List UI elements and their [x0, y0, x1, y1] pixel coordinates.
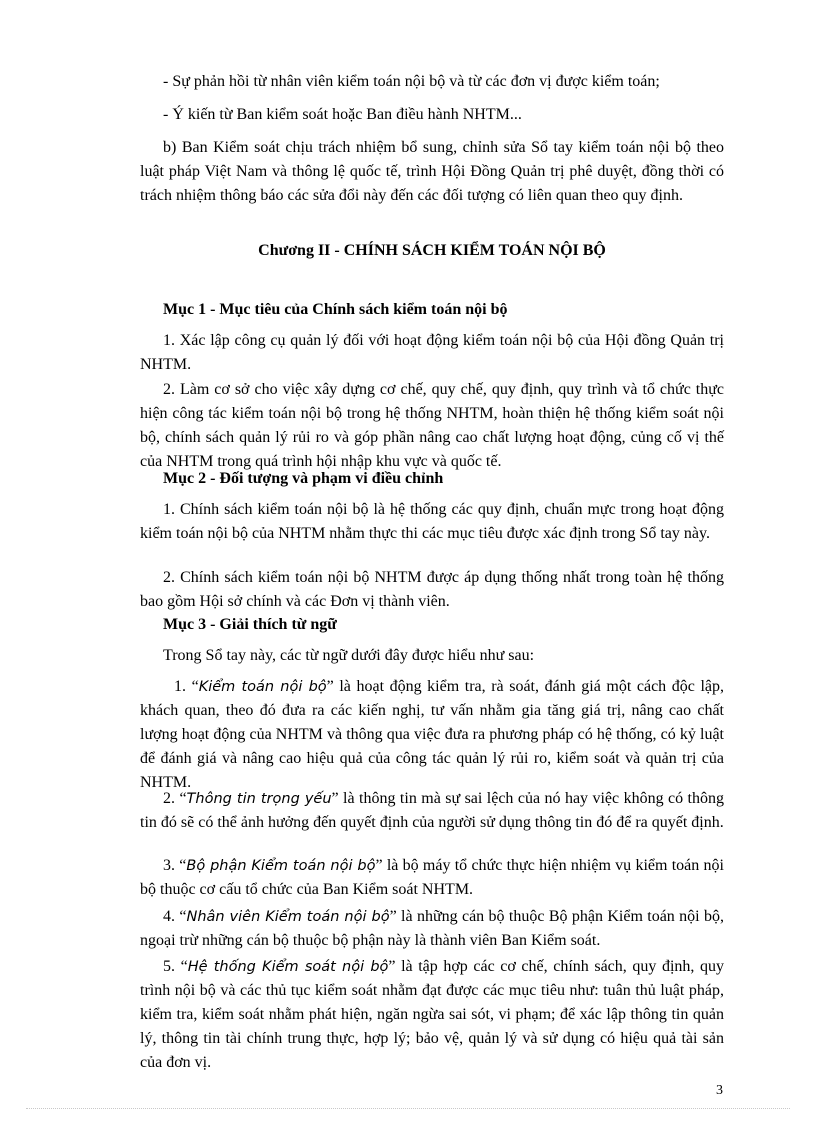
chapter-title: Chương II - CHÍNH SÁCH KIỂM TOÁN NỘI BỘ [258, 242, 606, 259]
section-2-item-2: 2. Chính sách kiểm toán nội bộ NHTM được áp dụng thống nhất trong toàn hệ thống bao gồm Hội sở chính và các Đơn vị thành viên. [140, 569, 724, 610]
section-1-item-2: 2. Làm cơ sở cho việc xây dựng cơ chế, quy chế, quy định, quy trình và tổ chức thực hiện công tác kiểm toán nội bộ trong hệ thống NHTM, hoàn thiện hệ thống kiểm soát nội bộ, chính sách quản lý rủi ro và góp phần nâng cao chất lượng hoạt động, củng cố vị thế của NHTM trong quá trình hội nhập khu vực và quốc tế. [140, 381, 724, 470]
term-internal-control-system: Hệ thống Kiểm soát nội bộ [187, 959, 389, 975]
footer-divider [26, 1108, 790, 1109]
list-item-opinion: - Ý kiến từ Ban kiểm soát hoặc Ban điều hành NHTM... [163, 106, 522, 123]
definition-4: 4. “Nhân viên Kiểm toán nội bộ” là những cán bộ thuộc Bộ phận Kiểm toán nội bộ, ngoại trừ những cán bộ thuộc bộ phận này là thành viên Ban Kiểm soát. [140, 908, 724, 949]
section-1-item-1: 1. Xác lập công cụ quản lý đối với hoạt động kiểm toán nội bộ của Hội đồng Quản trị NHTM. [140, 332, 724, 373]
definition-3: 3. “Bộ phận Kiểm toán nội bộ” là bộ máy tổ chức thực hiện nhiệm vụ kiểm toán nội bộ thuộc cơ cấu tổ chức của Ban Kiểm soát NHTM. [140, 857, 724, 898]
term-internal-audit: Kiểm toán nội bộ [198, 679, 327, 695]
section-1-heading: Mục 1 - Mục tiêu của Chính sách kiểm toán nội bộ [163, 301, 508, 318]
section-2-heading: Mục 2 - Đối tượng và phạm vi điều chỉnh [163, 470, 444, 487]
section-2-item-1: 1. Chính sách kiểm toán nội bộ là hệ thống các quy định, chuẩn mực trong hoạt động kiểm toán nội bộ của NHTM nhằm thực thi các mục tiêu được xác định trong Sổ tay này. [140, 501, 724, 542]
paragraph-b: b) Ban Kiểm soát chịu trách nhiệm bổ sung, chỉnh sửa Sổ tay kiểm toán nội bộ theo luật pháp Việt Nam và thông lệ quốc tế, trình Hội Đồng Quản trị phê duyệt, đồng thời có trách nhiệm thông báo các sửa đổi này đến các đối tượng có liên quan theo quy định. [140, 139, 724, 204]
definition-2: 2. “Thông tin trọng yếu” là thông tin mà sự sai lệch của nó hay việc không có thông tin đó sẽ có thể ảnh hưởng đến quyết định của người sử dụng thông tin đó để ra quyết định. [140, 790, 724, 831]
term-material-information: Thông tin trọng yếu [186, 791, 332, 807]
term-audit-staff: Nhân viên Kiểm toán nội bộ [186, 909, 390, 925]
definition-1: 1. “Kiểm toán nội bộ” là hoạt động kiểm tra, rà soát, đánh giá một cách độc lập, khách quan, theo đó đưa ra các kiến nghị, tư vấn nhằm gia tăng giá trị, nâng cao chất lượng hoạt động của NHTM và thông qua việc đưa ra phương pháp có hệ thống, có kỷ luật để đánh giá và nâng cao hiệu quả của công tác quản lý rủi ro, kiểm soát và quản trị của NHTM. [140, 678, 724, 791]
section-3-intro: Trong Sổ tay này, các từ ngữ dưới đây được hiểu như sau: [163, 647, 535, 664]
list-item-feedback: - Sự phản hồi từ nhân viên kiểm toán nội bộ và từ các đơn vị được kiểm toán; [163, 73, 660, 90]
term-audit-department: Bộ phận Kiểm toán nội bộ [186, 858, 376, 874]
section-3-heading: Mục 3 - Giải thích từ ngữ [163, 616, 337, 633]
page-number: 3 [716, 1083, 723, 1098]
definition-5: 5. “Hệ thống Kiểm soát nội bộ” là tập hợp các cơ chế, chính sách, quy định, quy trình nội bộ và các thủ tục kiểm soát nhằm đạt được các mục tiêu như: tuân thủ luật pháp, kiểm tra, kiểm soát nhằm phát hiện, ngăn ngừa sai sót, vi phạm; để xác lập thông tin quản lý, thông tin tài chính trung thực, hợp lý; bảo vệ, quản lý và sử dụng có hiệu quả tài sản của đơn vị. [140, 958, 724, 1071]
